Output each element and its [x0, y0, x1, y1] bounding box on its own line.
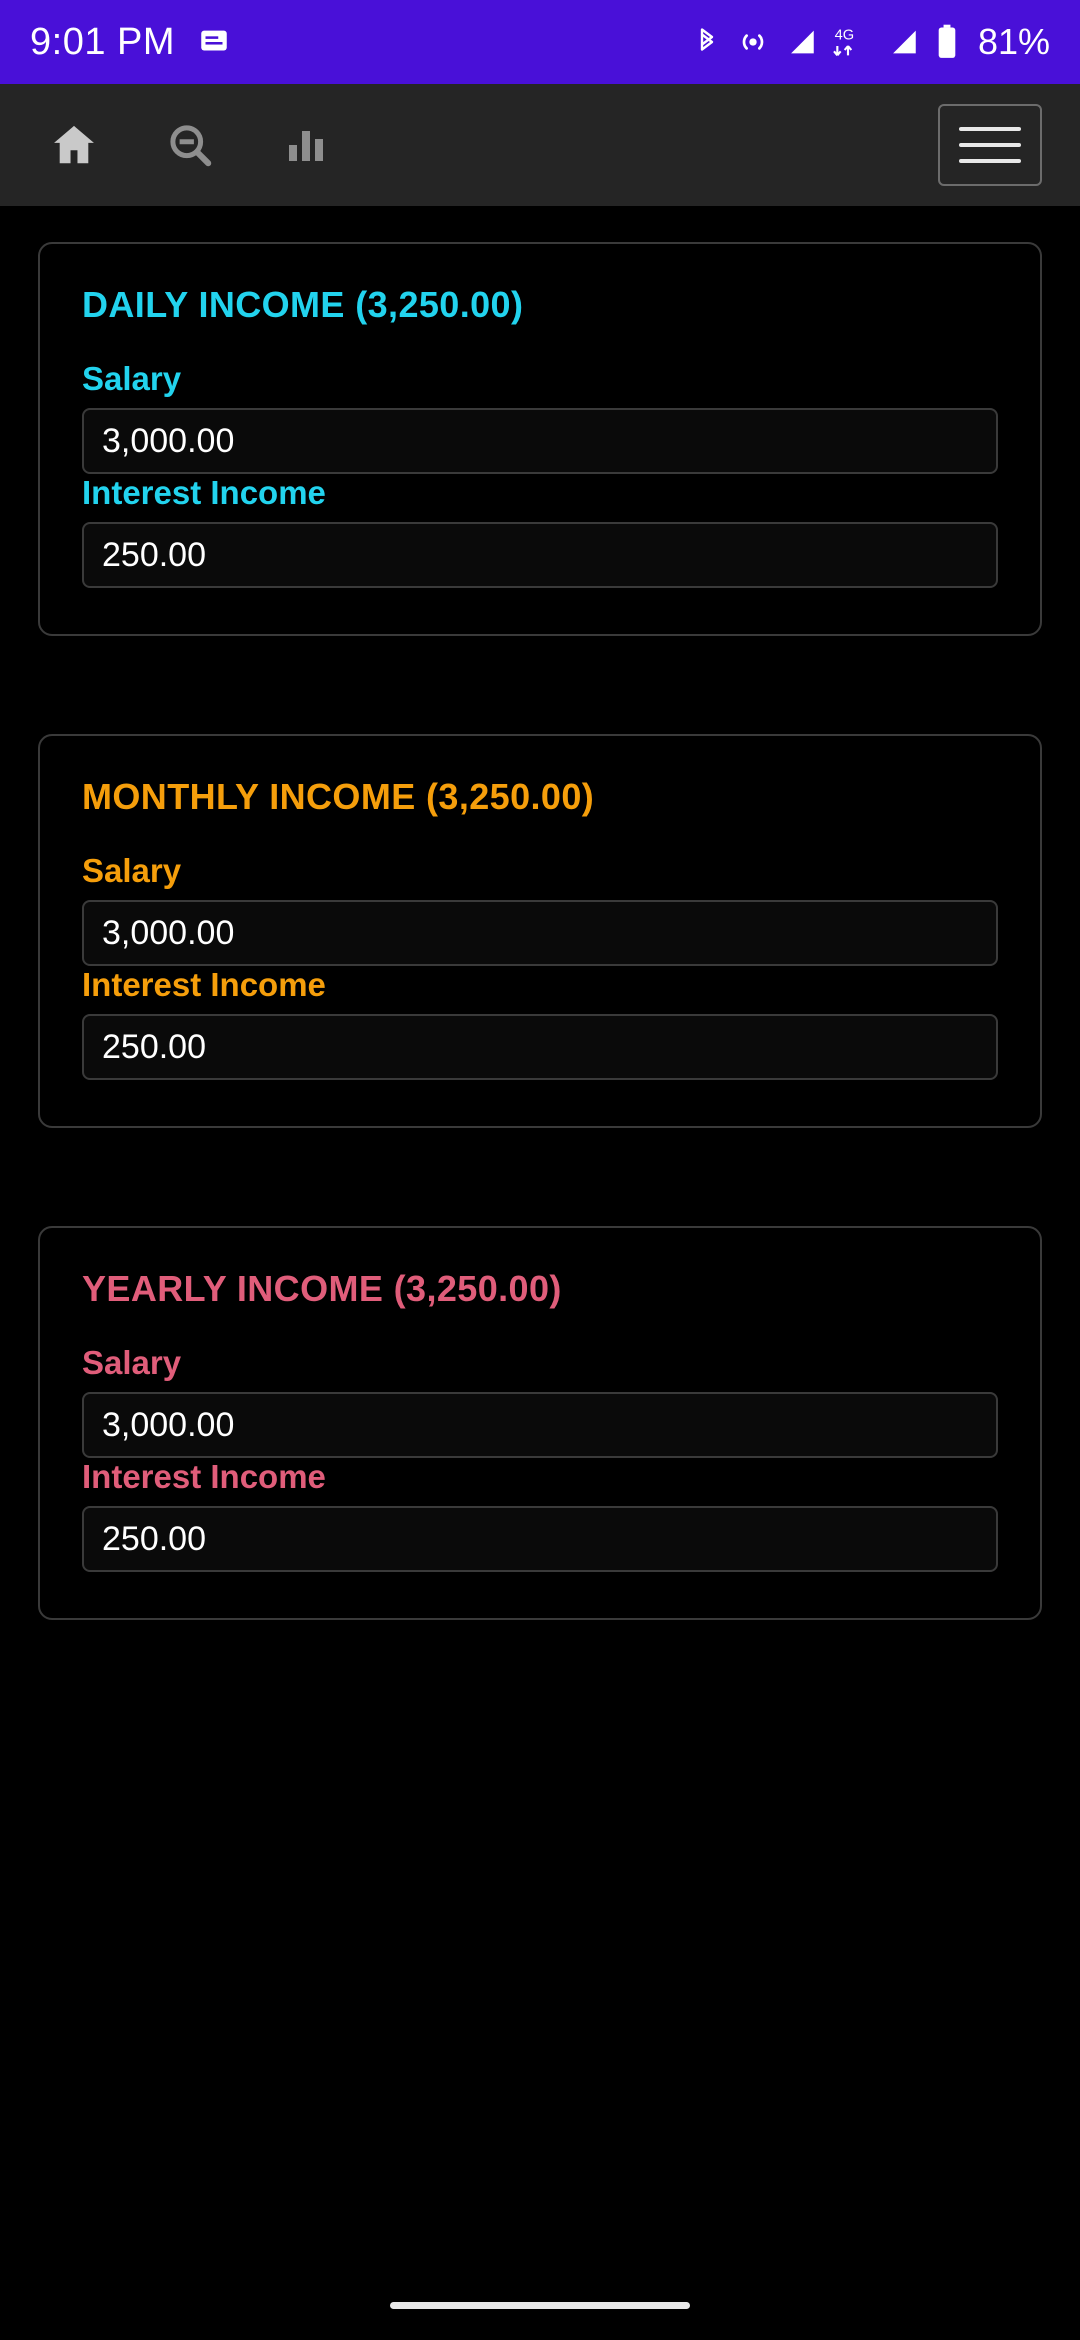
menu-line-3: [959, 159, 1021, 163]
signal-2-icon: [886, 25, 920, 59]
monthly-interest-field: [82, 966, 998, 1080]
network-4g-icon: [832, 24, 872, 60]
yearly-interest-field: [82, 1458, 998, 1572]
bluetooth-icon: [692, 25, 722, 59]
yearly-income-card: [38, 1226, 1042, 1620]
yearly-salary-label: Salary: [82, 1344, 182, 1381]
daily-interest-input[interactable]: [82, 522, 998, 588]
chart-button[interactable]: [270, 109, 342, 181]
app-toolbar: [0, 84, 1080, 206]
monthly-income-title: MONTHLY INCOME (3,250.00): [82, 776, 595, 817]
monthly-salary-field: [82, 852, 998, 966]
daily-salary-label: Salary: [82, 360, 182, 397]
monthly-interest-label: Interest Income: [82, 966, 326, 1003]
zoom-out-button[interactable]: [154, 109, 226, 181]
zoom-out-icon: [164, 119, 216, 171]
yearly-salary-field: [82, 1344, 998, 1458]
daily-interest-field: [82, 474, 998, 588]
daily-income-title: DAILY INCOME (3,250.00): [82, 284, 524, 325]
status-bar-right: [692, 21, 1050, 63]
toolbar-actions: [24, 109, 342, 181]
yearly-interest-label: Interest Income: [82, 1458, 326, 1495]
yearly-income-title: YEARLY INCOME (3,250.00): [82, 1268, 562, 1309]
yearly-salary-input[interactable]: [82, 1392, 998, 1458]
monthly-income-card: [38, 734, 1042, 1128]
home-button[interactable]: [38, 109, 110, 181]
daily-income-card: [38, 242, 1042, 636]
menu-line-2: [959, 143, 1021, 147]
home-gesture-pill[interactable]: [390, 2302, 690, 2309]
monthly-interest-input[interactable]: [82, 1014, 998, 1080]
menu-button[interactable]: [938, 104, 1042, 186]
monthly-salary-input[interactable]: [82, 900, 998, 966]
daily-interest-label: Interest Income: [82, 474, 326, 511]
home-icon: [48, 119, 100, 171]
status-clock: 9:01 PM: [30, 20, 176, 63]
signal-icon: [784, 25, 818, 59]
status-bar: [0, 0, 1080, 84]
message-icon: [197, 25, 231, 59]
yearly-interest-input[interactable]: [82, 1506, 998, 1572]
daily-salary-field: [82, 360, 998, 474]
battery-icon: [934, 24, 960, 60]
battery-percent-label: 81%: [977, 21, 1050, 62]
hotspot-icon: [736, 25, 770, 59]
income-panels: [0, 206, 1080, 1620]
monthly-salary-label: Salary: [82, 852, 182, 889]
menu-line-1: [959, 127, 1021, 131]
svg-text:4G: 4G: [834, 27, 855, 44]
system-navigation-bar: [0, 2270, 1080, 2340]
status-bar-left: [30, 21, 231, 64]
daily-salary-input[interactable]: [82, 408, 998, 474]
chart-icon: [282, 121, 330, 169]
